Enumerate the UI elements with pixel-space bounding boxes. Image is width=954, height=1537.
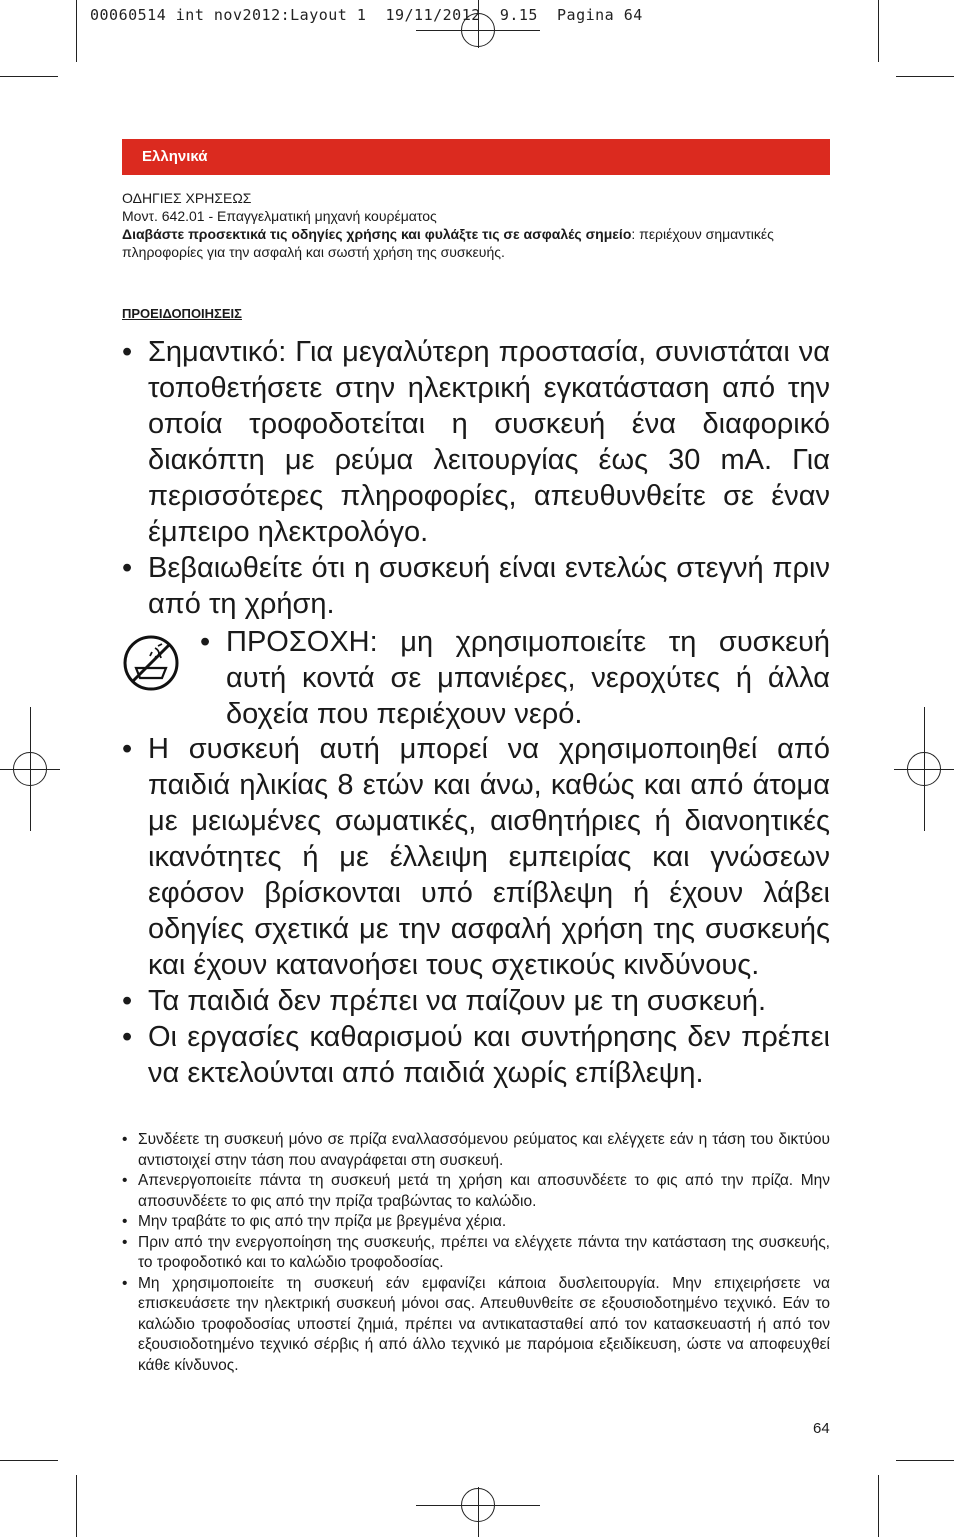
no-bath-water-icon xyxy=(122,634,180,692)
list-item: • Οι εργασίες καθαρισμού και συντήρησης δεν πρέπει να εκτελούνται από παιδιά χωρίς επίβλεψη. xyxy=(122,1019,830,1091)
read-carefully-note xyxy=(122,225,832,261)
registration-mark-icon xyxy=(13,752,47,786)
page-number: 64 xyxy=(813,1420,830,1437)
instructions-title: ΟΔΗΓΙΕΣ ΧΡΗΣΕΩΣ xyxy=(122,190,252,206)
list-item: • Συνδέετε τη συσκευή μόνο σε πρίζα εναλλασσόμενου ρεύματος και ελέγχετε εάν η τάση του δικτύου αντιστοιχεί στην τάση που αναγράφεται στη συσκευή. xyxy=(122,1130,830,1171)
water-warning-text: • ΠΡΟΣΟΧΗ: μη χρησιμοποιείτε τη συσκευή αυτή κοντά σε μπανιέρες, νεροχύτες ή άλλα δοχεία που περιέχουν νερό. xyxy=(200,624,830,732)
document-header xyxy=(122,189,832,261)
crop-mark xyxy=(878,1475,879,1537)
crop-mark xyxy=(896,1460,954,1461)
safety-notes xyxy=(122,1130,830,1376)
read-carefully-bold: Διαβάστε προσεκτικά τις οδηγίες χρήσης και φυλάξτε τις σε ασφαλές σημείο xyxy=(122,226,632,242)
warnings-bottom xyxy=(122,731,830,1091)
list-item: • Απενεργοποιείτε πάντα τη συσκευή μετά τη χρήση και αποσυνδέετε το φις από την πρίζα. Μην αποσυνδέετε το φις από την πρίζα τραβώντας το καλώδιο. xyxy=(122,1171,830,1212)
registration-mark-icon xyxy=(907,752,941,786)
list-item: • Σημαντικό: Για μεγαλύτερη προστασία, συνιστάται να τοποθετήσετε στην ηλεκτρική εγκατάσταση από την οποία τροφοδοτείται η συσκευή ένα διαφορικό διακόπτη με ρεύμα λειτουργίας έως 30 mA. Για περισσότερες πληροφορίες, απευθυνθείτε σε έναν έμπειρο ηλεκτρολόγο. xyxy=(122,334,830,550)
list-item: • Τα παιδιά δεν πρέπει να παίζουν με τη συσκευή. xyxy=(122,983,830,1019)
registration-mark-icon xyxy=(461,1488,495,1522)
crop-mark xyxy=(0,76,58,77)
list-item: • Η συσκευή αυτή μπορεί να χρησιμοποιηθεί από παιδιά ηλικίας 8 ετών και άνω, καθώς και από άτομα με μειωμένες σωματικές, αισθητήριες ή διανοητικές ικανότητες ή με έλλειψη εμπειρίας και γνώσεων εφόσον βρίσκονται υπό επίβλεψη ή έχουν λάβει οδηγίες σχετικά με την ασφαλή χρήση της συσκευής και έχουν κατανοήσει τους σχετικούς κινδύνους. xyxy=(122,731,830,983)
section-title: ΠΡΟΕΙΔΟΠΟΙΗΣΕΙΣ xyxy=(122,306,242,321)
list-item: • Μη χρησιμοποιείτε τη συσκευή εάν εμφανίζει κάποια δυσλειτουργία. Μην επιχειρήσετε να επισκευάσετε την ηλεκτρική συσκευή μόνοι σας. Απευθυνθείτε σε εξουσιοδοτημένο τεχνικό. Εάν το καλώδιο τροφοδοσίας υποστεί ζημιά, πρέπει να αντικατασταθεί από τον κατασκευαστή ή από τον εξουσιοδοτημένο τεχνικό σέρβις ή από άλλο τεχνικό με παρόμοια εξειδίκευση, ώστε να αποφευχθεί κάθε κίνδυνος. xyxy=(122,1274,830,1377)
crop-mark xyxy=(878,0,879,62)
water-warning-row xyxy=(122,624,830,734)
model-line: Μοντ. 642.01 - Επαγγελματική μηχανή κουρέματος xyxy=(122,208,437,224)
read-carefully-rest: : περιέχουν σημαντικές πληροφορίες για την ασφαλή και σωστή χρήση της συσκευής. xyxy=(122,226,774,260)
crop-mark xyxy=(896,76,954,77)
list-item: • Βεβαιωθείτε ότι η συσκευή είναι εντελώς στεγνή πριν από τη χρήση. xyxy=(122,550,830,622)
crop-mark xyxy=(76,0,77,62)
print-slug: 00060514 int nov2012:Layout 1 19/11/2012 9.15 Pagina 64 xyxy=(90,6,643,24)
crop-mark xyxy=(0,1460,58,1461)
list-item: • Μην τραβάτε το φις από την πρίζα με βρεγμένα χέρια. xyxy=(122,1212,830,1233)
language-tab: Ελληνικά xyxy=(122,139,830,175)
warnings-top xyxy=(122,334,830,622)
list-item: • Πριν από την ενεργοποίηση της συσκευής, πρέπει να ελέγχετε πάντα την κατάσταση της συσκευής, το τροφοδοτικό και το καλώδιο τροφοδοσίας. xyxy=(122,1233,830,1274)
crop-mark xyxy=(76,1475,77,1537)
